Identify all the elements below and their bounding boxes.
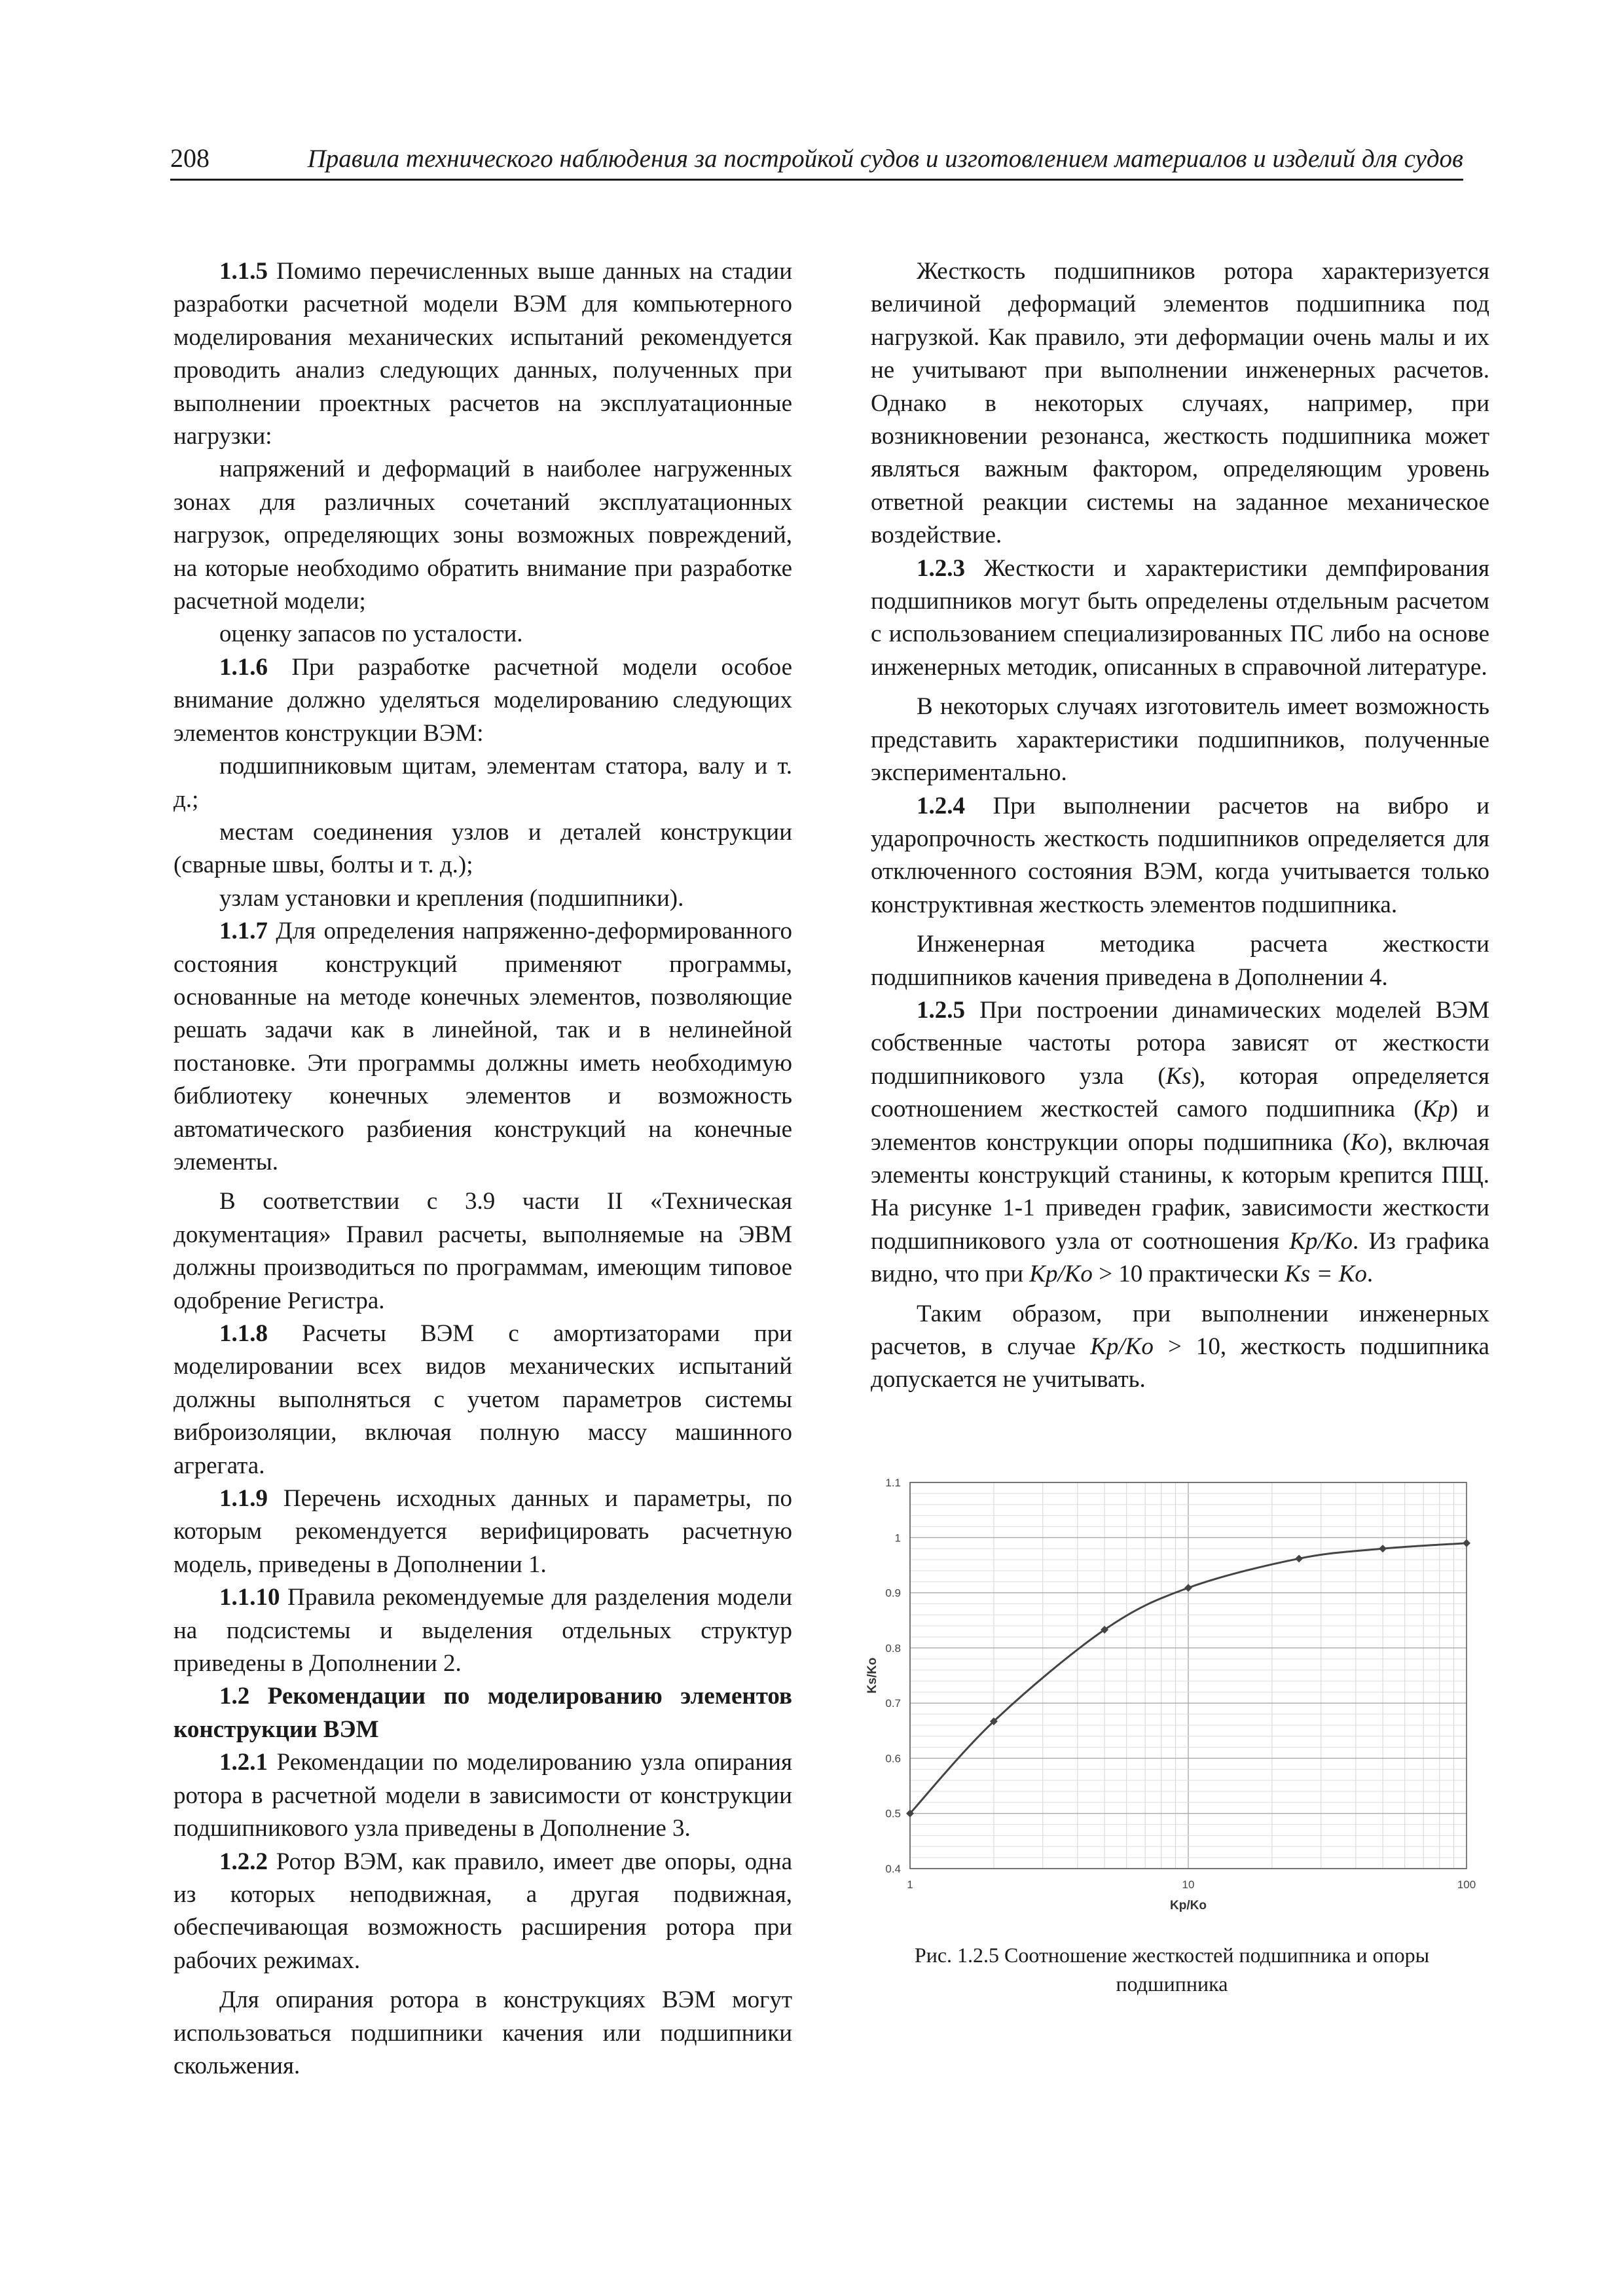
chart-svg bbox=[858, 1460, 1486, 1931]
paragraph-text: Расчеты ВЭМ с амортизаторами при моделировании всех видов механических испытаний должны выполняться с учетом параметров системы виброизоляции, включая полную массу машинного агрегата. bbox=[173, 1320, 792, 1479]
chart-grid bbox=[910, 1482, 1467, 1869]
paragraph-text: Рекомендации по моделированию узла опирания ротора в расчетной модели в зависимости от конструкции подшипникового узла приведены в Дополнение 3. bbox=[173, 1749, 792, 1842]
paragraph-text: Инженерная методика расчета жесткости подшипников качения приведена в Дополнении 4. bbox=[871, 931, 1489, 991]
x-tick-label: 10 bbox=[1182, 1878, 1195, 1891]
running-title: Правила технического наблюдения за постройкой судов и изготовлением материалов и изделий для судов bbox=[307, 145, 1463, 173]
paragraph-text: В соответствии с 3.9 части II «Техническая документация» Правил расчеты, выполняемые на ЭВМ должны производиться по программам, имеющим типовое одобрение Регистра. bbox=[173, 1188, 792, 1314]
data-point-marker bbox=[1295, 1554, 1303, 1562]
paragraph-text: Перечень исходных данных и параметры, по которым рекомендуется верифицировать расчетную модель, приведены в Дополнении 1. bbox=[173, 1485, 793, 1578]
page-number: 208 bbox=[170, 143, 210, 173]
text-run: . bbox=[1366, 1261, 1374, 1288]
symbol-kp: Kp bbox=[1421, 1096, 1450, 1123]
symbol-equation: Ks = Ko bbox=[1285, 1261, 1367, 1288]
paragraph-text: В некоторых случаях изготовитель имеет возможность представить характеристики подшипников, полученные экспериментально. bbox=[871, 693, 1489, 787]
text-run: ), включая элементы конструкций станины, к которым крепится ПЩ. На рисунке 1-1 приведен график, зависимости жесткости подшипникового узла от соотношения bbox=[871, 1128, 1490, 1255]
y-tick-label: 0.6 bbox=[885, 1752, 901, 1765]
paragraph-1-1-7 bbox=[173, 915, 792, 1179]
x-tick-label: 100 bbox=[1457, 1878, 1476, 1891]
paragraph-1-2-2 bbox=[173, 1846, 792, 1978]
clause-number: 1.1.8 bbox=[219, 1320, 268, 1347]
list-item: оценку запасов по усталости. bbox=[219, 620, 523, 648]
figure-caption: Рис. 1.2.5 Соотношение жесткостей подшипника и опоры подшипника bbox=[914, 1943, 1430, 1996]
paragraph-1-2-3 bbox=[871, 552, 1489, 685]
list-item: подшипниковым щитам, элементам статора, валу и т. д.; bbox=[173, 753, 792, 813]
y-tick-label: 0.5 bbox=[885, 1807, 901, 1820]
stiffness-ratio-chart bbox=[858, 1460, 1486, 1931]
symbol-ratio: Kp/Ko bbox=[1090, 1333, 1154, 1360]
x-tick-label: 1 bbox=[907, 1878, 913, 1891]
right-column bbox=[871, 255, 1489, 1397]
symbol-ratio: Kp/Ko bbox=[1289, 1227, 1353, 1255]
list-item: напряжений и деформаций в наиболее нагруженных зонах для различных сочетаний эксплуатационных нагрузок, определяющих зоны возможных повреждений, на которые необходимо обратить внимание при разработке расчетной модели; bbox=[173, 456, 792, 615]
text-run: ) и элементов конструкции опоры подшипника ( bbox=[871, 1096, 1489, 1156]
clause-number: 1.2.3 bbox=[917, 554, 965, 582]
paragraph-text: При выполнении расчетов на вибро и ударопрочность жесткость подшипников определяется для отключенного состояния ВЭМ, когда учитывается только конструктивная жесткость элементов подшипника. bbox=[871, 792, 1489, 918]
text-run: > 10 практически bbox=[1092, 1261, 1285, 1288]
clause-number: 1.1.6 bbox=[219, 653, 268, 681]
clause-number: 1.2.2 bbox=[219, 1848, 268, 1875]
symbol-ks: Ks bbox=[1165, 1062, 1192, 1090]
paragraph-text: Жесткости и характеристики демпфирования подшипников могут быть определены отдельным расчетом с использованием специализированных ПС либо на основе инженерных методик, описанных в справочной литературе. bbox=[871, 554, 1490, 681]
paragraph-1-1-9 bbox=[173, 1482, 792, 1581]
clause-number: 1.1.10 bbox=[219, 1584, 280, 1611]
paragraph-text: Для опирания ротора в конструкциях ВЭМ могут использоваться подшипники качения или подшипники скольжения. bbox=[173, 1986, 792, 2079]
paragraph-1-1-6 bbox=[173, 651, 792, 750]
section-heading-1-2: 1.2 Рекомендации по моделированию элементов конструкции ВЭМ bbox=[173, 1683, 792, 1743]
text-run: > 10, жесткость подшипника допускается не учитывать. bbox=[871, 1333, 1489, 1393]
symbol-ko: Ko bbox=[1351, 1128, 1379, 1156]
paragraph-1-2-1 bbox=[173, 1746, 792, 1845]
list-item: местам соединения узлов и деталей конструкции (сварные швы, болты и т. д.); bbox=[173, 818, 792, 879]
list-item: узлам установки и крепления (подшипники). bbox=[219, 884, 684, 912]
paragraph-1-1-10 bbox=[173, 1581, 792, 1680]
paragraph-text: Ротор ВЭМ, как правило, имеет две опоры, одна из которых неподвижная, а другая подвижная, обеспечивающая возможность расширения ротора при рабочих режимах. bbox=[173, 1848, 792, 1974]
clause-number: 1.2.5 bbox=[917, 996, 965, 1024]
data-point-marker bbox=[1463, 1539, 1470, 1547]
paragraph-1-2-4 bbox=[871, 790, 1489, 922]
y-tick-label: 0.4 bbox=[885, 1863, 901, 1875]
paragraph-text: Помимо перечисленных выше данных на стадии разработки расчетной модели ВЭМ для компьютерного моделирования механических испытаний рекомендуется проводить анализ следующих данных, полученных при выполнении проектных расчетов на эксплуатационные нагрузки: bbox=[173, 258, 792, 450]
clause-number: 1.2.4 bbox=[917, 792, 965, 819]
clause-number: 1.1.7 bbox=[219, 918, 268, 945]
tick-labels bbox=[885, 1477, 1476, 1891]
text-run: . Из графика видно, что при bbox=[871, 1227, 1489, 1288]
y-tick-label: 0.8 bbox=[885, 1641, 901, 1655]
clause-number: 1.1.5 bbox=[219, 258, 268, 285]
paragraph-text: Правила рекомендуемые для разделения модели на подсистемы и выделения отдельных структур приведены в Дополнении 2. bbox=[173, 1584, 793, 1677]
y-tick-label: 0.9 bbox=[885, 1587, 901, 1600]
x-axis-label: Kp/Ko bbox=[1170, 1899, 1207, 1912]
clause-number: 1.1.9 bbox=[219, 1485, 268, 1513]
text-run: При построении динамических моделей ВЭМ собственные частоты ротора зависят от жесткости подшипникового узла ( bbox=[871, 996, 1489, 1090]
paragraph-1-1-5 bbox=[173, 255, 792, 453]
running-header bbox=[170, 143, 1463, 181]
paragraph-text: Жесткость подшипников ротора характеризуется величиной деформаций элементов подшипника под нагрузкой. Как правило, эти деформации очень малы и их не учитывают при выполнении инженерных расчетов. Однако в некоторых случаях, например, при возникновении резонанса, жесткость подшипника может являться важным фактором, определяющим уровень ответной реакции системы на заданное механическое воздействие. bbox=[871, 258, 1489, 549]
clause-number: 1.2.1 bbox=[219, 1749, 268, 1776]
y-axis-label: Ks/Ko bbox=[866, 1657, 879, 1694]
data-point-marker bbox=[1184, 1584, 1192, 1592]
paragraph-1-2-5 bbox=[871, 994, 1489, 1291]
data-point-marker bbox=[1379, 1545, 1387, 1552]
left-column bbox=[173, 255, 792, 2083]
paragraph-text bbox=[871, 1298, 1489, 1397]
y-tick-label: 0.7 bbox=[885, 1697, 901, 1710]
symbol-ratio: Kp/Ko bbox=[1029, 1261, 1093, 1288]
y-tick-label: 1.1 bbox=[885, 1477, 901, 1489]
paragraph-text: Для определения напряженно-деформированного состояния конструкций применяют программы, основанные на методе конечных элементов, позволяющие решать задачи как в линейной, так и в нелинейной постановке. Эти программы должны иметь необходимую библиотеку конечных элементов и возможность автоматического разбиения конструкций на конечные элементы. bbox=[173, 918, 792, 1175]
paragraph-text: При разработке расчетной модели особое внимание должно уделяться моделированию следующих элементов конструкции ВЭМ: bbox=[173, 653, 793, 747]
text-run: ), которая определяется соотношением жесткостей самого подшипника ( bbox=[871, 1062, 1489, 1123]
y-tick-label: 1 bbox=[894, 1532, 901, 1545]
text-run: Таким образом, при выполнении инженерных расчетов, в случае bbox=[871, 1300, 1489, 1360]
paragraph-1-1-8 bbox=[173, 1318, 792, 1482]
